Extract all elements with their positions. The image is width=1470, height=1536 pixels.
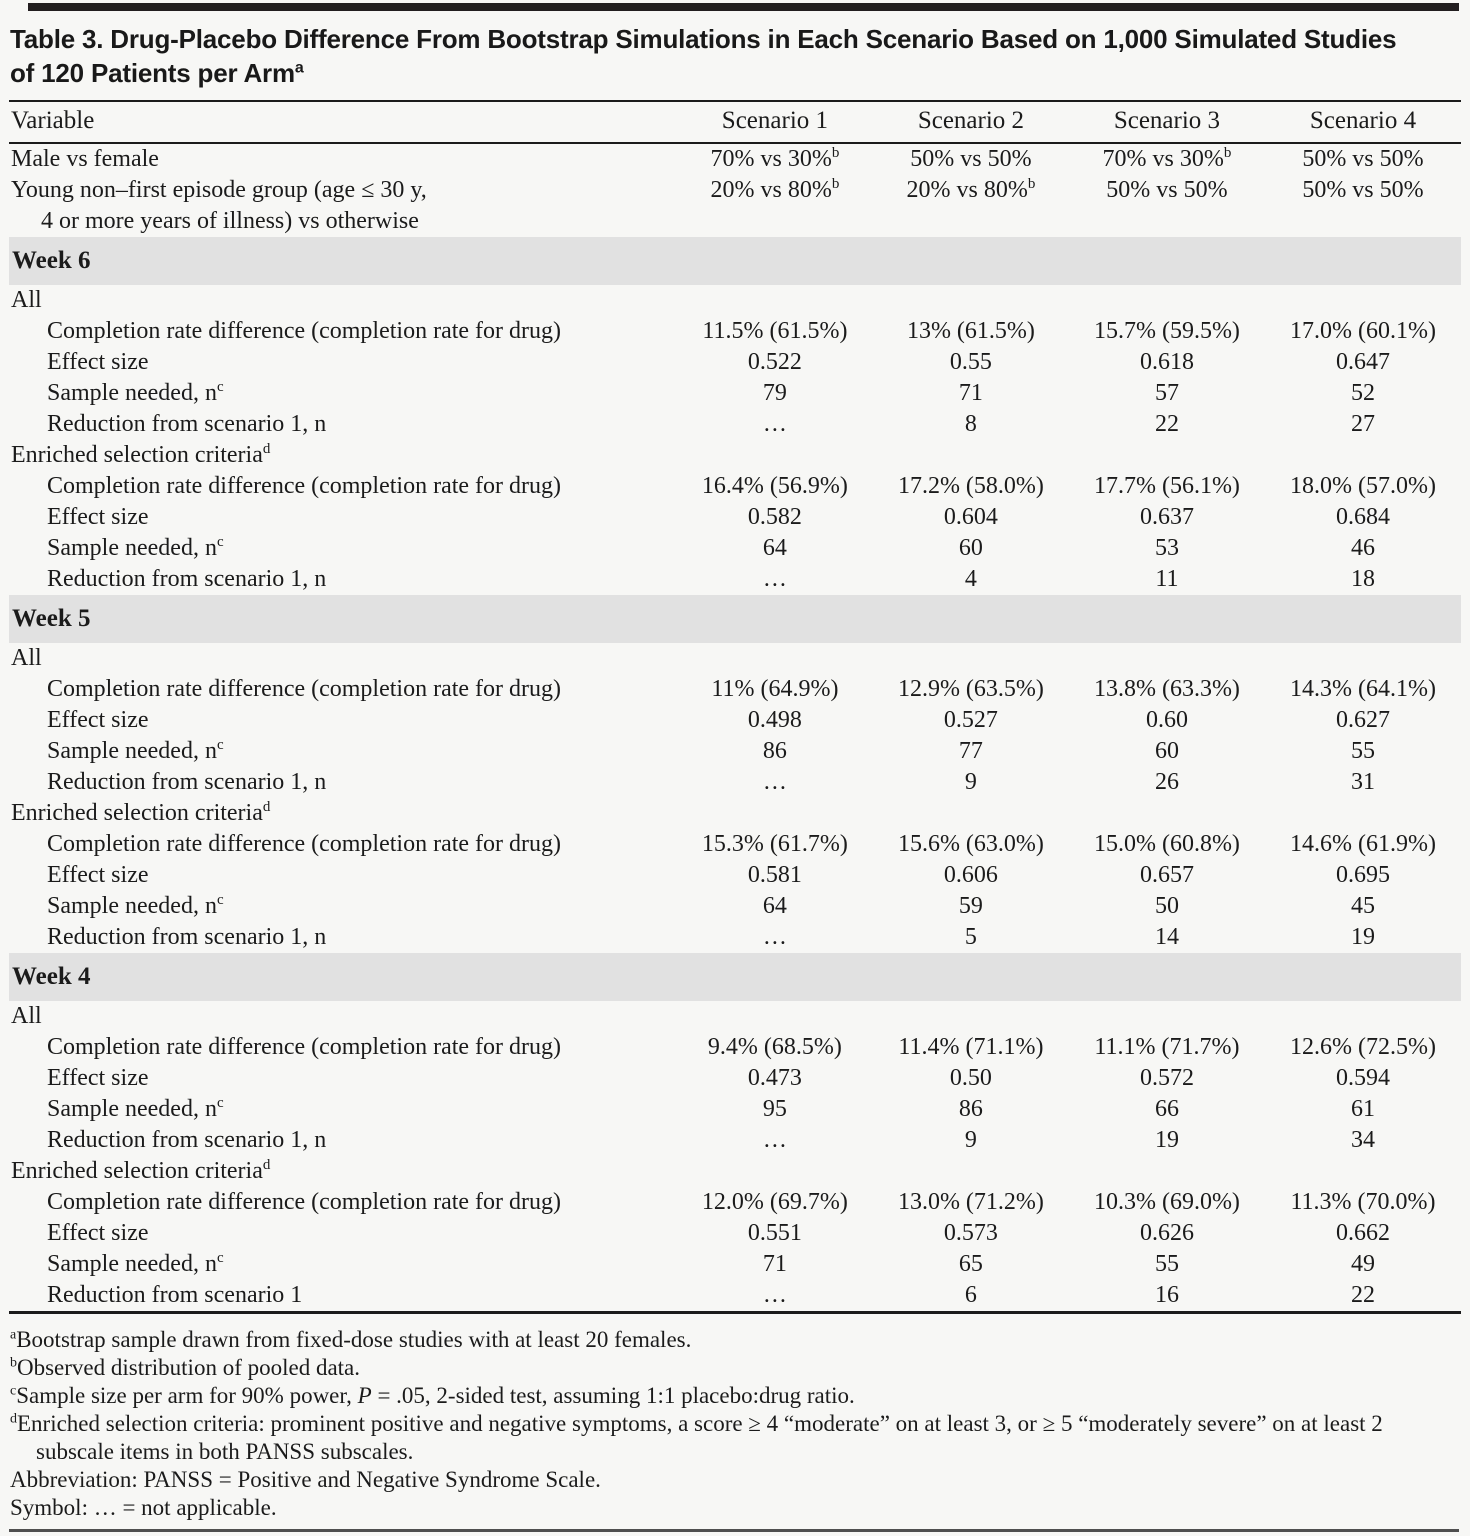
footnotes [10, 1326, 1458, 1522]
group-label-row [9, 1156, 1461, 1187]
footnote-marker: c [216, 737, 224, 753]
table-row [9, 143, 1461, 175]
row-label: Effect size [47, 707, 149, 733]
footnote-marker: c [216, 379, 224, 395]
superscript: b [1027, 176, 1036, 192]
cell-value: 34 [1350, 1127, 1375, 1153]
cell-value: 19 [1154, 1127, 1179, 1153]
footnote-marker: d [262, 1157, 271, 1173]
cell-value: 60 [958, 535, 983, 561]
footnote-text: Sample size per arm for 90% power, [16, 1383, 358, 1408]
table-row [9, 1063, 1461, 1094]
cell-value: 86 [762, 738, 787, 764]
cell-value: 16.4% (56.9%) [701, 473, 848, 499]
row-label: Completion rate difference (completion rate for drug) [47, 1189, 562, 1215]
cell-value: 65 [958, 1251, 983, 1277]
footnote-marker: c [216, 1250, 224, 1266]
cell-value: 26 [1154, 769, 1179, 795]
footnote-marker: d [262, 441, 271, 457]
table-row [9, 829, 1461, 860]
group-label-row [9, 440, 1461, 471]
footnote-text: Symbol: … = not applicable. [10, 1495, 277, 1520]
table-row [9, 1280, 1461, 1313]
table-title-text: Table 3. Drug-Placebo Difference From Bootstrap Simulations in Each Scenario Based on 1,000 Simulated Studies of 120 Patients per Arm [10, 24, 1397, 88]
cell-value: 17.2% (58.0%) [897, 473, 1044, 499]
cell-value: … [762, 566, 787, 592]
cell-value: 11.3% (70.0%) [1290, 1189, 1436, 1215]
cell-value: 0.551 [747, 1220, 802, 1246]
cell-value: 64 [762, 535, 787, 561]
row-label [9, 143, 677, 175]
cell-value: 17.0% (60.1%) [1289, 318, 1436, 344]
column-header-variable: Variable [9, 101, 677, 143]
cell-value: 0.604 [943, 504, 998, 530]
cell-value: 79 [762, 380, 787, 406]
footnote [10, 1410, 1458, 1466]
cell-value: 0.498 [747, 707, 802, 733]
cell-value: 14.3% (64.1%) [1289, 676, 1436, 702]
footnote [10, 1494, 1458, 1522]
cell-value: 0.684 [1335, 504, 1390, 530]
footnote-text: Enriched selection criteria: prominent positive and negative symptoms, a score ≥ 4 “moderate” on at least 3, or ≥ 5 “moderately severe” on at least 2 subscale items in both PANSS subscales. [17, 1411, 1383, 1464]
group-label: All [11, 287, 42, 313]
row-label: Sample needed, $n^c$ [47, 892, 224, 919]
row-label-line: Young non–first episode group (age ≤ 30 y, [11, 177, 427, 203]
cell-value: 0.594 [1335, 1065, 1390, 1091]
bottom-rule [9, 1529, 1459, 1532]
cell-value: 15.7% (59.5%) [1093, 318, 1240, 344]
footnote-marker: d [262, 799, 271, 815]
table-title-footnote-marker: a [294, 59, 304, 77]
cell-value: 0.50 [949, 1065, 992, 1091]
footnote [10, 1382, 1458, 1410]
cell-value: 0.522 [747, 349, 802, 375]
cell-value: 60 [1154, 738, 1179, 764]
row-label: Reduction from scenario 1, n [47, 411, 327, 437]
row-label: Completion rate difference (completion rate for drug) [47, 473, 562, 499]
cell-value: 6 [964, 1282, 977, 1308]
table-row [9, 922, 1461, 953]
cell-value: 31 [1350, 769, 1375, 795]
table-row [9, 1032, 1461, 1063]
cell-value: … [762, 1127, 787, 1153]
cell-value: 71 [762, 1251, 787, 1277]
table-row [9, 767, 1461, 798]
cell-value: 9.4% (68.5%) [707, 1034, 842, 1060]
cell-value: 70% vs 30%$^b$ [1102, 145, 1232, 172]
footnote-text: Bootstrap sample drawn from fixed-dose studies with at least 20 females. [16, 1327, 692, 1352]
cell-value: 8 [964, 411, 977, 437]
cell-value: 19 [1350, 924, 1375, 950]
row-label: Completion rate difference (completion rate for drug) [47, 676, 562, 702]
week-band-row [9, 237, 1461, 285]
table-row [9, 1094, 1461, 1125]
cell-value: 50 [1154, 893, 1179, 919]
superscript: b [831, 145, 840, 161]
cell-value: 0.55 [949, 349, 992, 375]
cell-value: 9 [964, 769, 977, 795]
row-label: Reduction from scenario 1, n [47, 924, 327, 950]
footnote-marker: b [10, 1355, 17, 1371]
table-row [9, 736, 1461, 767]
table-row [9, 533, 1461, 564]
cell-value: 0.581 [747, 862, 802, 888]
table-row [9, 674, 1461, 705]
row-label: Effect size [47, 862, 149, 888]
table-body [9, 143, 1461, 1313]
table-row [9, 378, 1461, 409]
cell-value: 15.0% (60.8%) [1093, 831, 1240, 857]
cell-value: 14 [1154, 924, 1179, 950]
cell-value: 15.3% (61.7%) [701, 831, 848, 857]
footnote-marker: c [216, 1095, 224, 1111]
table-row [9, 1249, 1461, 1280]
cell-value: 0.60 [1145, 707, 1188, 733]
cell-value: 12.9% (63.5%) [897, 676, 1044, 702]
cell-value: 4 [964, 566, 977, 592]
row-label: Effect size [47, 504, 149, 530]
cell-value: 86 [958, 1096, 983, 1122]
cell-value: 0.695 [1335, 862, 1390, 888]
cell-value: 71 [958, 380, 983, 406]
row-label: Completion rate difference (completion rate for drug) [47, 1034, 562, 1060]
cell-value: 20% vs 80%$^b$ [906, 176, 1036, 203]
group-label-row [9, 798, 1461, 829]
table-row [9, 502, 1461, 533]
cell-value: 0.657 [1139, 862, 1194, 888]
table-row [9, 705, 1461, 736]
cell-value: 9 [964, 1127, 977, 1153]
cell-value: 50% vs 50% [1106, 177, 1228, 203]
table-header [9, 101, 1461, 143]
row-label: Reduction from scenario 1, n [47, 1127, 327, 1153]
cell-value: … [762, 1282, 787, 1308]
row-label: Completion rate difference (completion rate for drug) [47, 831, 562, 857]
cell-value: 64 [762, 893, 787, 919]
top-rule [28, 3, 1459, 11]
footnote-text: Observed distribution of pooled data. [17, 1355, 361, 1380]
cell-value: 57 [1154, 380, 1179, 406]
cell-value: 10.3% (69.0%) [1093, 1189, 1240, 1215]
footnote-marker: c [10, 1383, 17, 1399]
table-row [9, 409, 1461, 440]
week-band-row [9, 595, 1461, 643]
table-title [0, 0, 1430, 100]
cell-value: 0.606 [943, 862, 998, 888]
row-label: Effect size [47, 1220, 149, 1246]
table-row [9, 316, 1461, 347]
cell-value: 50% vs 50% [1302, 177, 1424, 203]
cell-value: 22 [1350, 1282, 1375, 1308]
footnote-marker: c [216, 534, 224, 550]
footnote-marker: c [216, 892, 224, 908]
cell-value: 20% vs 80%$^b$ [710, 176, 840, 203]
cell-value: 0.572 [1139, 1065, 1194, 1091]
cell-value: 45 [1350, 893, 1375, 919]
table-row [9, 1187, 1461, 1218]
cell-value: 0.473 [747, 1065, 802, 1091]
table-row [9, 1218, 1461, 1249]
cell-value: 5 [964, 924, 977, 950]
row-label: Sample needed, $n^c$ [47, 737, 224, 764]
cell-value: 13% (61.5%) [906, 318, 1035, 344]
cell-value: 0.573 [943, 1220, 998, 1246]
cell-value: 11% (64.9%) [711, 676, 839, 702]
group-label: Enriched selection criteria$^d$ [11, 799, 271, 826]
table-row [9, 347, 1461, 378]
row-label-line: 4 or more years of illness) vs otherwise [41, 208, 419, 234]
cell-value: … [762, 769, 787, 795]
group-label-row [9, 1001, 1461, 1032]
cell-value: 0.662 [1335, 1220, 1390, 1246]
data-table [9, 100, 1461, 1314]
cell-value: 61 [1350, 1096, 1375, 1122]
cell-value: … [762, 924, 787, 950]
footnote [10, 1326, 1458, 1354]
cell-value: 18 [1350, 566, 1375, 592]
group-label-row [9, 643, 1461, 674]
row-label: Sample needed, $n^c$ [47, 379, 224, 406]
cell-value: 70% vs 30%$^b$ [710, 145, 840, 172]
column-header-scenario: Scenario 3 [1069, 101, 1265, 143]
cell-value: 11.1% (71.7%) [1094, 1034, 1240, 1060]
cell-value: 22 [1154, 411, 1179, 437]
cell-value: 46 [1350, 535, 1375, 561]
table-row [9, 175, 1461, 237]
row-label: Reduction from scenario 1, n [47, 769, 327, 795]
cell-value: 13.8% (63.3%) [1093, 676, 1240, 702]
cell-value: 11 [1155, 566, 1179, 592]
row-label [9, 175, 677, 237]
cell-value: 27 [1350, 411, 1375, 437]
group-label: Enriched selection criteria$^d$ [11, 1157, 271, 1184]
week-band-label: Week 6 [9, 237, 1461, 285]
column-header-scenario: Scenario 1 [677, 101, 873, 143]
superscript: b [1223, 145, 1232, 161]
cell-value: 0.647 [1335, 349, 1390, 375]
table-row [9, 860, 1461, 891]
cell-value: 0.618 [1139, 349, 1194, 375]
cell-value: 12.0% (69.7%) [701, 1189, 848, 1215]
row-label: Effect size [47, 349, 149, 375]
cell-value: 50% vs 50% [1302, 146, 1424, 172]
row-label: Sample needed, $n^c$ [47, 1095, 224, 1122]
row-label: Effect size [47, 1065, 149, 1091]
cell-value: 0.637 [1139, 504, 1194, 530]
cell-value: 14.6% (61.9%) [1289, 831, 1436, 857]
row-label: Completion rate difference (completion rate for drug) [47, 318, 562, 344]
cell-value: 49 [1350, 1251, 1375, 1277]
cell-value: 59 [958, 893, 983, 919]
cell-value: 16 [1154, 1282, 1179, 1308]
cell-value: 0.627 [1335, 707, 1390, 733]
cell-value: 0.527 [943, 707, 998, 733]
footnote-text: P [357, 1383, 372, 1408]
cell-value: 95 [762, 1096, 787, 1122]
row-label: Reduction from scenario 1, n [47, 566, 327, 592]
group-label: All [11, 645, 42, 671]
table-row [9, 471, 1461, 502]
superscript: b [831, 176, 840, 192]
table-row [9, 891, 1461, 922]
cell-value: 52 [1350, 380, 1375, 406]
column-header-scenario: Scenario 2 [873, 101, 1069, 143]
footnote-marker: d [10, 1411, 17, 1427]
row-label: Sample needed, $n^c$ [47, 534, 224, 561]
cell-value: 13.0% (71.2%) [897, 1189, 1044, 1215]
week-band-label: Week 5 [9, 595, 1461, 643]
column-header-scenario: Scenario 4 [1265, 101, 1461, 143]
footnote-text: Abbreviation: PANSS = Positive and Negative Syndrome Scale. [10, 1467, 601, 1492]
footnote-marker: a [10, 1327, 17, 1343]
week-band-label: Week 4 [9, 953, 1461, 1001]
table-row [9, 1125, 1461, 1156]
group-label: All [11, 1003, 42, 1029]
footnote [10, 1466, 1458, 1494]
cell-value: 0.582 [747, 504, 802, 530]
cell-value: 12.6% (72.5%) [1289, 1034, 1436, 1060]
cell-value: 55 [1350, 738, 1375, 764]
cell-value: 11.4% (71.1%) [898, 1034, 1044, 1060]
cell-value: 66 [1154, 1096, 1179, 1122]
group-label-row [9, 285, 1461, 316]
row-label: Reduction from scenario 1 [47, 1282, 303, 1308]
footnote-text: = .05, 2-sided test, assuming 1:1 placebo:drug ratio. [371, 1383, 855, 1408]
cell-value: 53 [1154, 535, 1179, 561]
cell-value: … [762, 411, 787, 437]
table-row [9, 564, 1461, 595]
week-band-row [9, 953, 1461, 1001]
footnote [10, 1354, 1458, 1382]
header-row [9, 101, 1461, 143]
group-label: Enriched selection criteria$^d$ [11, 441, 271, 468]
row-label-line: Male vs female [11, 146, 159, 172]
cell-value: 18.0% (57.0%) [1289, 473, 1436, 499]
cell-value: 55 [1154, 1251, 1179, 1277]
cell-value: 15.6% (63.0%) [897, 831, 1044, 857]
cell-value: 17.7% (56.1%) [1093, 473, 1240, 499]
cell-value: 0.626 [1139, 1220, 1194, 1246]
cell-value: 77 [958, 738, 983, 764]
cell-value: 50% vs 50% [910, 146, 1032, 172]
cell-value: 11.5% (61.5%) [702, 318, 848, 344]
row-label: Sample needed, $n^c$ [47, 1250, 224, 1277]
